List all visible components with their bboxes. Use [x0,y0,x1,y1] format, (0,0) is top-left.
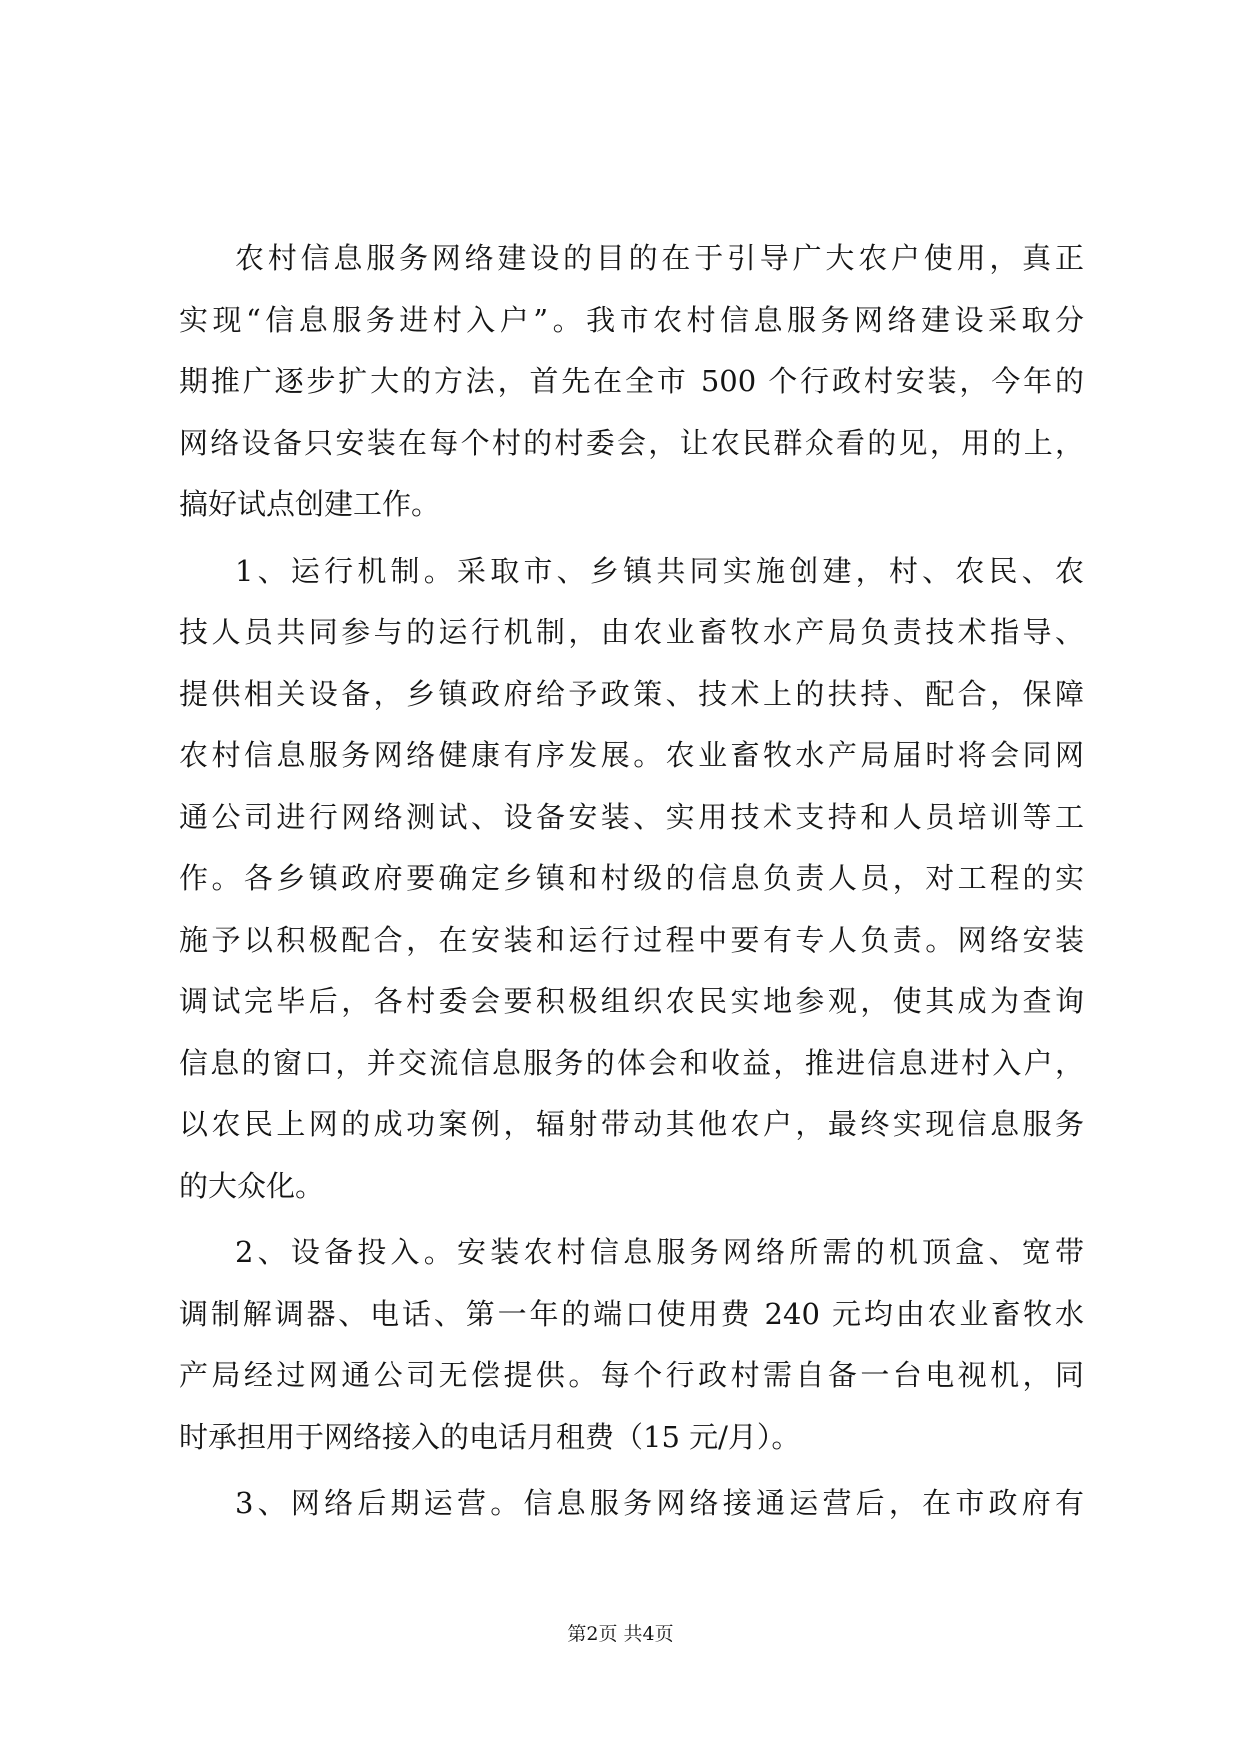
paragraph-line: 实现“信息服务进村入户”。我市农村信息服务网络建设采取分 [179,302,1084,337]
paragraph-line: 作。各乡镇政府要确定乡镇和村级的信息负责人员，对工程的实 [179,861,1084,895]
paragraph-intro [179,228,1084,536]
paragraph-line: 提供相关设备，乡镇政府给予政策、技术上的扶持、配合，保障 [179,676,1084,711]
paragraph-line: 农村信息服务网络健康有序发展。农业畜牧水产局届时将会同网 [179,738,1084,772]
paragraph-line: 的大众化。 [179,1168,325,1203]
paragraph-line: 产局经过网通公司无偿提供。每个行政村需自备一台电视机，同 [179,1358,1084,1392]
page-footer: 第2页 共4页 [567,1623,674,1645]
paragraph-line: 1、运行机制。采取市、乡镇共同实施创建，村、农民、农 [235,553,1084,588]
paragraph-equipment-investment [179,1222,1084,1468]
paragraph-line: 信息的窗口，并交流信息服务的体会和收益，推进信息进村入户， [179,1045,1084,1080]
paragraph-line: 2、设备投入。安装农村信息服务网络所需的机顶盒、宽带 [235,1235,1084,1269]
paragraph-line: 技人员共同参与的运行机制，由农业畜牧水产局负责技术指导、 [179,615,1084,649]
paragraph-network-operation [179,1473,1084,1535]
paragraph-line: 期推广逐步扩大的方法，首先在全市 500 个行政村安装，今年的 [179,364,1084,398]
paragraph-line: 调制解调器、电话、第一年的端口使用费 240 元均由农业畜牧水 [179,1296,1084,1331]
paragraph-line: 调试完毕后，各村委会要积极组织农民实地参观，使其成为查询 [179,984,1084,1018]
paragraph-line: 通公司进行网络测试、设备安装、实用技术支持和人员培训等工 [179,799,1084,834]
paragraph-line: 施予以积极配合，在安装和运行过程中要有专人负责。网络安装 [179,922,1084,957]
paragraph-line: 农村信息服务网络建设的目的在于引导广大农户使用，真正 [235,241,1084,275]
paragraph-line: 以农民上网的成功案例，辐射带动其他农户，最终实现信息服务 [179,1107,1084,1141]
document-body [179,228,1084,1535]
paragraph-line: 3、网络后期运营。信息服务网络接通运营后，在市政府有 [235,1486,1084,1520]
paragraph-line: 搞好试点创建工作。 [179,487,441,521]
paragraph-operating-mechanism [179,541,1084,1218]
paragraph-line: 时承担用于网络接入的电话月租费（15 元/月）。 [179,1419,801,1454]
paragraph-line: 网络设备只安装在每个村的村委会，让农民群众看的见，用的上， [179,425,1084,460]
